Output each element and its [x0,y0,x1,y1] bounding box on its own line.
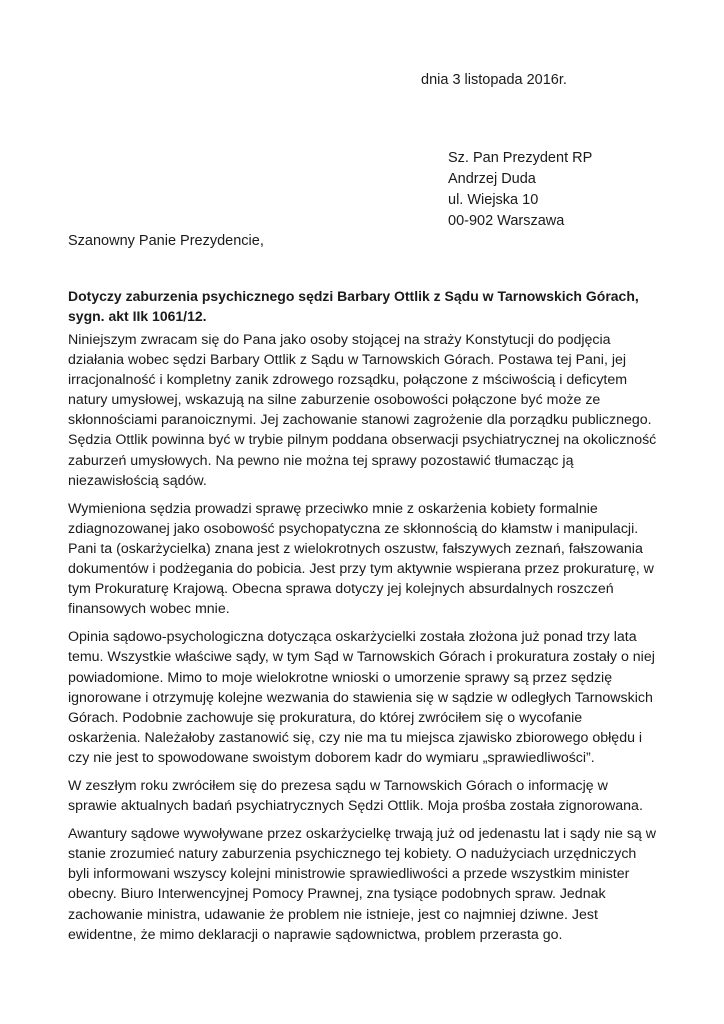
body-paragraph: Opinia sądowo-psychologiczna dotycząca oskarżycielki została złożona już ponad trzy lata temu. Wszystkie właściwe sądy, w tym Sąd w Tarnowskich Górach i prokuratura zostały o niej powiadomione. Mimo to moje wielokrotne wnioski o umorzenie sprawy są przez sędzię ignorowane i otrzymuję kolejne wezwania do stawienia się w sądzie w odległych Tarnowskich Górach. Podobnie zachowuje się prokuratura, do której zwróciłem się o wycofanie oskarżenia. Należałoby zastanowić się, czy nie ma tu miejsca zjawisko zbiorowego obłędu i czy nie jest to spowodowane swoistym doborem kadr do wymiaru „sprawiedliwości”. [68,629,655,766]
recipient-name-line: Andrzej Duda [448,171,536,187]
body-paragraph: W zeszłym roku zwróciłem się do prezesa sądu w Tarnowskich Górach o informację w sprawie aktualnych badań psychiatrycznych Sędzi Ottlik. Moja prośba została zignorowana. [68,777,643,815]
salutation: Szanowny Panie Prezydencie, [68,233,264,249]
subject-line: Dotyczy zaburzenia psychicznego sędzi Barbary Ottlik z Sądu w Tarnowskich Górach, sygn. akt IIk 1061/12. [68,288,639,324]
recipient-address [448,148,592,232]
body-paragraph: Wymieniona sędzia prowadzi sprawę przeciwko mnie z oskarżenia kobiety formalnie zdiagnozowanej jako osobowość psychopatyczna ze skłonnością do kłamstw i manipulacji. Pani ta (oskarżycielka) znana jest z wielokrotnych oszustw, fałszywych zeznań, fałszowania dokumentów i podżegania do pobicia. Jest przy tym aktywnie wspierana przez prokuraturę, w tym Prokuraturę Krajową. Obecna sprawa dotyczy jej kolejnych absurdalnych roszczeń finansowych wobec mnie. [68,500,654,618]
letter-body [68,330,658,953]
recipient-city-line: 00-902 Warszawa [448,213,565,229]
recipient-street-line: ul. Wiejska 10 [448,192,539,208]
recipient-title-line: Sz. Pan Prezydent RP [448,150,593,166]
letter-date: dnia 3 listopada 2016r. [421,72,567,88]
body-paragraph: Niniejszym zwracam się do Pana jako osoby stojącej na straży Konstytucji do podjęcia działania wobec sędzi Barbary Ottlik z Sądu w Tarnowskich Górach. Postawa tej Pani, jej irracjonalność i kompletny zanik zdrowego rozsądku, połączone z mściwością i deficytem natury umysłowej, wskazują na silne zaburzenie osobowości połączone być może ze skłonnościami paranoicznymi. Jej zachowanie stanowi zagrożenie dla porządku publicznego. Sędzia Ottlik powinna być w trybie pilnym poddana obserwacji psychiatrycznej na okoliczność zaburzeń umysłowych. Na pewno nie można tej sprawy pozostawić tłumacząc ją niezawisłością sądów. [68,332,657,489]
body-paragraph: Awantury sądowe wywoływane przez oskarżycielkę trwają już od jedenastu lat i sądy nie są w stanie zrozumieć natury zaburzenia psychicznego tej kobiety. O nadużyciach urzędniczych byli informowani wszyscy kolejni ministrowie sprawiedliwości a przede wszystkim minister obecny. Biuro Interwencyjnej Pomocy Prawnej, zna tysiące podobnych spraw. Jednak zachowanie ministra, udawanie że problem nie istnieje, jest co najmniej dziwne. Jest ewidentne, że mimo deklaracji o naprawie sądownictwa, problem przerasta go. [68,826,657,943]
